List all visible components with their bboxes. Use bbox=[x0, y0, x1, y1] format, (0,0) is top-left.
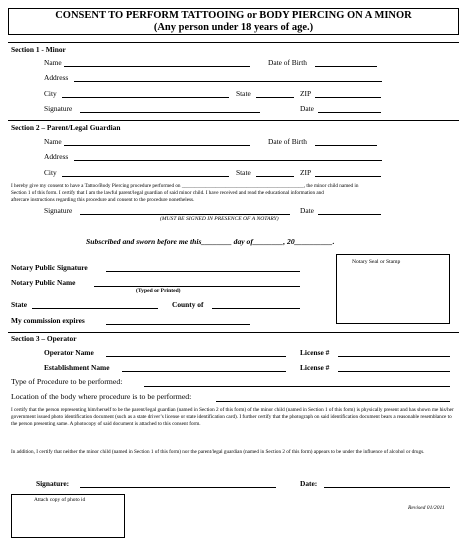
body-location-label: Location of the body where procedure is to be performed: bbox=[11, 392, 192, 401]
guardian-signature-label: Signature bbox=[44, 206, 73, 215]
notary-state-label: State bbox=[11, 300, 28, 309]
consent-text-line3: aftercare instructions regarding this procedure and consent to the procedure nonetheless. bbox=[11, 197, 195, 203]
minor-city-label: City bbox=[44, 89, 57, 98]
section2-divider bbox=[8, 120, 459, 121]
notary-county-label: County of bbox=[172, 300, 204, 309]
minor-address-label: Address bbox=[44, 73, 69, 82]
minor-state-label: State bbox=[236, 89, 251, 98]
operator-name-field[interactable] bbox=[106, 356, 286, 357]
minor-dob-label: Date of Birth bbox=[268, 58, 307, 67]
guardian-zip-field[interactable] bbox=[315, 176, 381, 177]
procedure-type-label: Type of Procedure to be performed: bbox=[11, 377, 123, 386]
guardian-date-field[interactable] bbox=[318, 214, 381, 215]
operator-signature-label: Signature: bbox=[36, 479, 70, 488]
notary-seal-label: Notary Seal or Stamp bbox=[352, 259, 401, 265]
guardian-dob-field[interactable] bbox=[315, 145, 377, 146]
consent-text-line1: I hereby give my consent to have a Tattoo/Body Piercing procedure performed on _______________________________________________, the minor child named in bbox=[11, 183, 359, 189]
sworn-statement: Subscribed and sworn before me this________ day of________, 20__________. bbox=[86, 237, 335, 246]
commission-expires-field[interactable] bbox=[106, 324, 250, 325]
guardian-address-field[interactable] bbox=[74, 160, 382, 161]
minor-date-field[interactable] bbox=[318, 112, 381, 113]
establishment-name-label: Establishment Name bbox=[44, 363, 110, 372]
sobriety-certification: In addition, I certify that neither the minor child (named in Section 1 of this form) nor the parent/legal guardian (named in Section 2 of this form) appears to be under the influence of alcohol or drugs. bbox=[11, 449, 425, 455]
operator-license-label: License # bbox=[300, 348, 330, 357]
minor-address-field[interactable] bbox=[74, 81, 382, 82]
establishment-license-label: License # bbox=[300, 363, 330, 372]
guardian-state-field[interactable] bbox=[256, 176, 294, 177]
guardian-signature-field[interactable] bbox=[80, 214, 290, 215]
operator-date-field[interactable] bbox=[324, 487, 450, 488]
form-subtitle: (Any person under 18 years of age.) bbox=[153, 22, 314, 33]
minor-signature-field[interactable] bbox=[80, 112, 260, 113]
minor-signature-label: Signature bbox=[44, 104, 73, 113]
guardian-dob-label: Date of Birth bbox=[268, 137, 307, 146]
certification-paragraph: I certify that the person representing him/herself to be the parent/legal guardian (named in Section 2 of this form) of the minor child (named in Section 1 of this form) is physically present and has shown me his/her government issued photo identification document (such as a state driver’s license or state identification card). I further certify that the photograph on said identification document bears a reasonable resemblance to the person presenting same. A photocopy of said document is attached to this consent form. bbox=[11, 407, 454, 428]
guardian-name-field[interactable] bbox=[64, 145, 250, 146]
notary-name-label: Notary Public Name bbox=[11, 278, 76, 287]
minor-state-field[interactable] bbox=[256, 97, 294, 98]
body-location-field[interactable] bbox=[216, 401, 450, 402]
section3-divider bbox=[8, 332, 459, 333]
guardian-date-label: Date bbox=[300, 206, 314, 215]
minor-zip-label: ZIP bbox=[300, 89, 312, 98]
guardian-address-label: Address bbox=[44, 152, 69, 161]
minor-city-field[interactable] bbox=[62, 97, 229, 98]
guardian-state-label: State bbox=[236, 168, 251, 177]
operator-date-label: Date: bbox=[300, 479, 318, 488]
operator-name-label: Operator Name bbox=[44, 348, 94, 357]
section1-heading: Section 1 - Minor bbox=[11, 45, 66, 54]
operator-signature-field[interactable] bbox=[80, 487, 276, 488]
commission-expires-label: My commission expires bbox=[11, 316, 85, 325]
guardian-name-label: Name bbox=[44, 137, 62, 146]
notary-county-field[interactable] bbox=[212, 308, 300, 309]
section3-heading: Section 3 – Operator bbox=[11, 334, 77, 343]
notary-presence-note: (MUST BE SIGNED IN PRESENCE OF A NOTARY) bbox=[160, 216, 279, 222]
section2-heading: Section 2 – Parent/Legal Guardian bbox=[11, 123, 121, 132]
operator-license-field[interactable] bbox=[338, 356, 450, 357]
procedure-type-field[interactable] bbox=[144, 386, 450, 387]
revision-date: Revised 01/2011 bbox=[408, 505, 445, 511]
establishment-name-field[interactable] bbox=[122, 371, 286, 372]
notary-signature-label: Notary Public Signature bbox=[11, 263, 88, 272]
minor-dob-field[interactable] bbox=[315, 66, 377, 67]
form-title: CONSENT TO PERFORM TATTOOING or BODY PIERCING ON A MINOR bbox=[55, 10, 412, 21]
typed-or-printed-note: (Typed or Printed) bbox=[136, 288, 181, 294]
section1-divider bbox=[8, 42, 459, 43]
guardian-zip-label: ZIP bbox=[300, 168, 312, 177]
minor-zip-field[interactable] bbox=[315, 97, 381, 98]
guardian-city-field[interactable] bbox=[62, 176, 229, 177]
photo-id-label: Attach copy of photo id bbox=[34, 497, 86, 503]
guardian-city-label: City bbox=[44, 168, 57, 177]
establishment-license-field[interactable] bbox=[338, 371, 450, 372]
minor-date-label: Date bbox=[300, 104, 314, 113]
minor-name-label: Name bbox=[44, 58, 62, 67]
notary-name-field[interactable] bbox=[94, 286, 300, 287]
notary-state-field[interactable] bbox=[32, 308, 158, 309]
consent-text-line2: Section 1 of this form. I certify that I am the lawful parent/legal guardian of said minor child. I have received and read the educational information and bbox=[11, 190, 324, 196]
minor-name-field[interactable] bbox=[64, 66, 250, 67]
notary-signature-field[interactable] bbox=[106, 271, 300, 272]
